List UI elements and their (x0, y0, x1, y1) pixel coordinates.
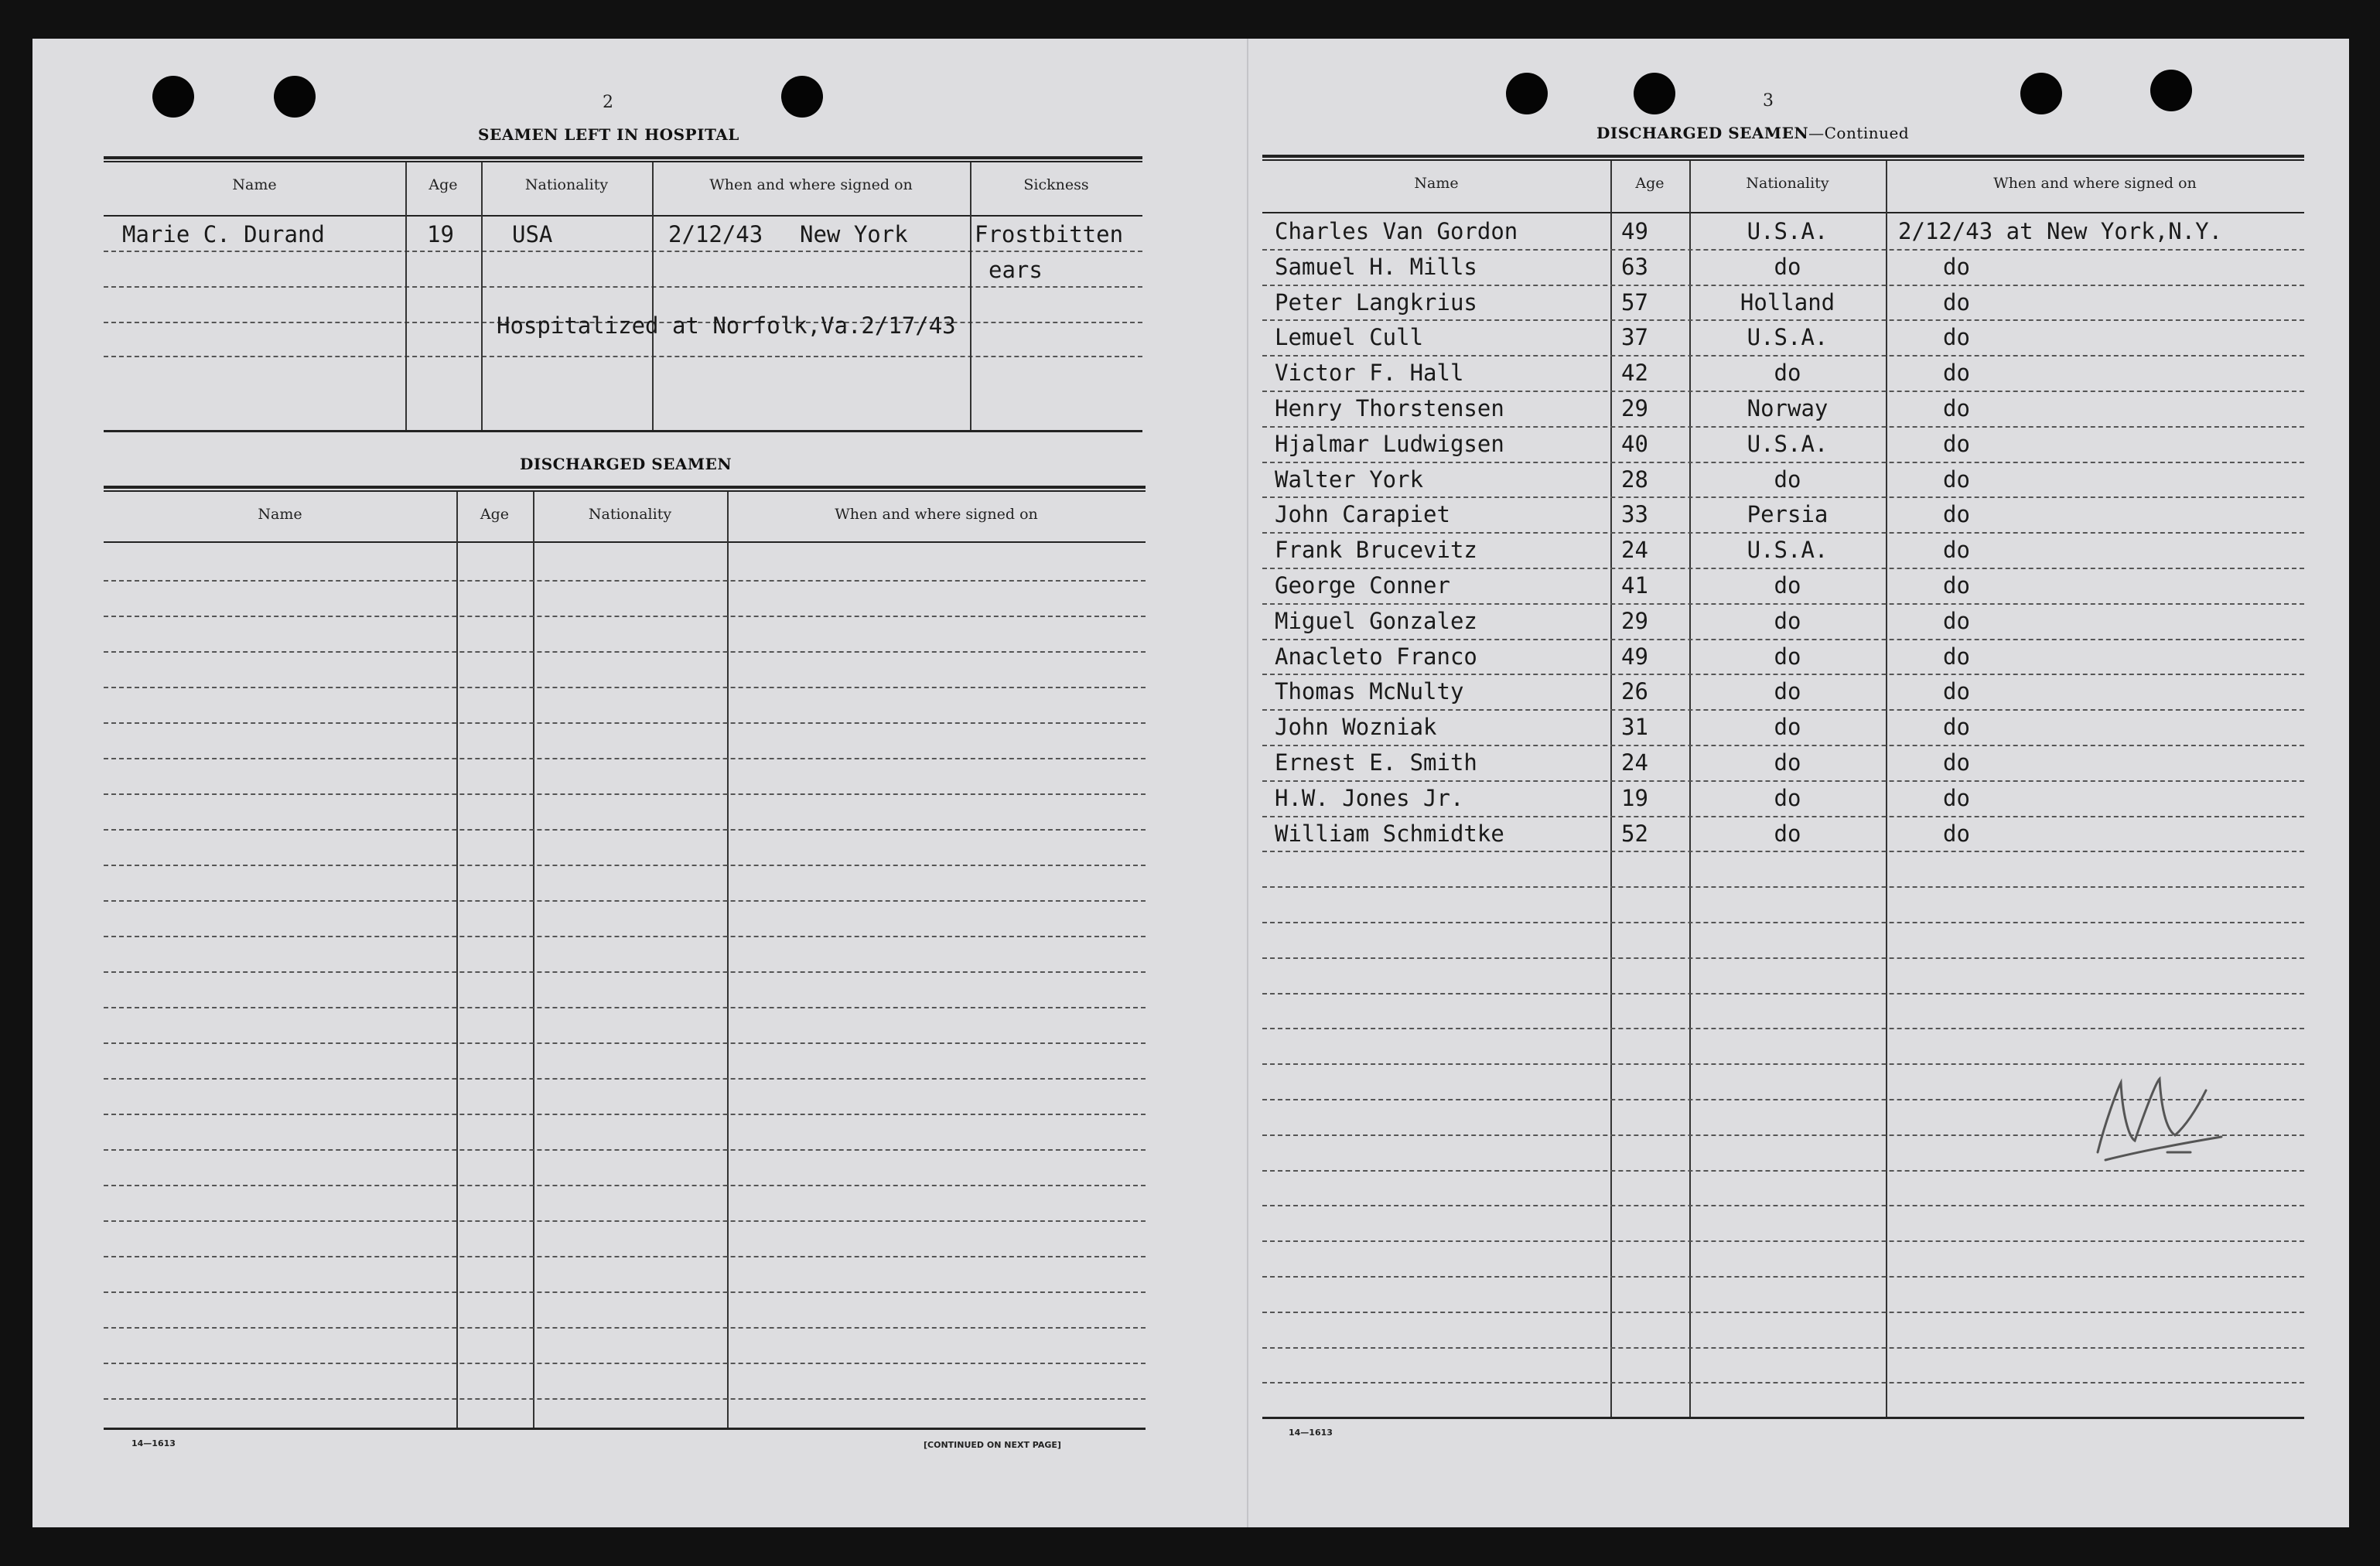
crew-name: H.W. Jones Jr. (1275, 785, 1464, 811)
column-header-age: Age (429, 176, 458, 193)
column-header-sickness: Sickness (1023, 176, 1089, 193)
crew-age: 29 (1621, 608, 1648, 634)
crew-name: Anacleto Franco (1275, 643, 1477, 670)
table-row-line (104, 1363, 1146, 1364)
table-row-line (1262, 674, 2304, 675)
hospital-sickness-cont: ears (989, 257, 1043, 283)
crew-signed-on: do (1943, 643, 1970, 670)
hospital-name: Marie C. Durand (122, 221, 325, 247)
table-row-line (1262, 709, 2304, 711)
table-row-line (104, 580, 1146, 582)
crew-nationality: do (1774, 572, 1801, 599)
table-row-line (1262, 355, 2304, 357)
crew-name: Lemuel Cull (1275, 324, 1424, 350)
form-number: 14—1613 (1289, 1428, 1333, 1438)
column-header-signed-on: When and where signed on (1993, 175, 2197, 192)
column-header-name: Name (258, 506, 302, 523)
crew-signed-on: do (1943, 501, 1970, 527)
table-row-line (104, 758, 1146, 759)
handwritten-initials-mark (2074, 1036, 2237, 1191)
table-row-line (1262, 851, 2304, 852)
table-row-line (1262, 1382, 2304, 1383)
punch-hole (781, 76, 823, 118)
punch-hole (1634, 73, 1675, 114)
table-row-line (1262, 249, 2304, 251)
crew-nationality: do (1774, 785, 1801, 811)
column-header-name: Name (232, 176, 277, 193)
crew-name: George Conner (1275, 572, 1450, 599)
crew-age: 63 (1621, 254, 1648, 280)
document-page (32, 39, 2349, 1527)
column-header-age: Age (1635, 175, 1665, 192)
crew-signed-on: 2/12/43 at New York,N.Y. (1898, 218, 2223, 244)
crew-nationality: do (1774, 466, 1801, 493)
crew-name: John Wozniak (1275, 714, 1437, 740)
punch-hole (2020, 73, 2062, 114)
table-row-line (104, 900, 1146, 902)
crew-age: 24 (1621, 537, 1648, 563)
hospital-date: 2/12/43 (668, 221, 763, 247)
crew-signed-on: do (1943, 254, 1970, 280)
crew-age: 41 (1621, 572, 1648, 599)
table-row-line (1262, 1028, 2304, 1029)
table-row-line (1262, 886, 2304, 888)
table-row-line (1262, 1347, 2304, 1349)
hospital-note: Hospitalized at Norfolk,Va.2/17/43 (497, 312, 956, 339)
punch-hole (2150, 70, 2192, 111)
crew-name: Frank Brucevitz (1275, 537, 1477, 563)
title-continued: —Continued (1808, 124, 1910, 142)
page-number: 2 (603, 93, 613, 112)
table-row-line (1262, 391, 2304, 392)
crew-signed-on: do (1943, 749, 1970, 776)
crew-nationality: do (1774, 821, 1801, 847)
crew-name: William Schmidtke (1275, 821, 1504, 847)
crew-name: Hjalmar Ludwigsen (1275, 431, 1504, 457)
table-row-line (104, 936, 1146, 937)
table-row-line (104, 1007, 1146, 1008)
table-row-line (104, 616, 1146, 617)
hospital-age: 19 (427, 221, 454, 247)
crew-name: Charles Van Gordon (1275, 218, 1518, 244)
table-row-line (1262, 957, 2304, 959)
table-row-line (1262, 1240, 2304, 1242)
crew-nationality: U.S.A. (1747, 218, 1829, 244)
section-title-discharged-continued (1596, 124, 1909, 142)
column-header-nationality: Nationality (1746, 175, 1829, 192)
page-number: 3 (1763, 91, 1774, 111)
crew-nationality: do (1774, 643, 1801, 670)
crew-name: Miguel Gonzalez (1275, 608, 1477, 634)
table-row-line (1262, 639, 2304, 640)
section-title-discharged: DISCHARGED SEAMEN (520, 455, 732, 473)
table-row-line (104, 1185, 1146, 1186)
table-row-line (1262, 1205, 2304, 1206)
table-row-line (104, 651, 1146, 653)
title-main: DISCHARGED SEAMEN (1596, 124, 1809, 142)
table-row-line (1262, 285, 2304, 286)
table-row-line (1262, 1276, 2304, 1278)
crew-signed-on: do (1943, 678, 1970, 705)
crew-signed-on: do (1943, 821, 1970, 847)
crew-age: 24 (1621, 749, 1648, 776)
table-row-line (104, 1042, 1146, 1044)
hospital-sickness: Frostbitten (975, 221, 1124, 247)
crew-age: 29 (1621, 395, 1648, 421)
crew-nationality: U.S.A. (1747, 431, 1829, 457)
crew-age: 49 (1621, 643, 1648, 670)
crew-age: 31 (1621, 714, 1648, 740)
crew-name: Henry Thorstensen (1275, 395, 1504, 421)
table-row-line (1262, 462, 2304, 463)
form-number: 14—1613 (131, 1438, 176, 1448)
crew-nationality: do (1774, 678, 1801, 705)
crew-signed-on: do (1943, 395, 1970, 421)
table-row-line (104, 829, 1146, 831)
hospital-nationality: USA (512, 221, 553, 247)
crew-nationality: do (1774, 749, 1801, 776)
table-row-line (104, 1149, 1146, 1151)
hospital-place: New York (800, 221, 908, 247)
crew-age: 40 (1621, 431, 1648, 457)
table-row-line (104, 793, 1146, 795)
crew-nationality: Holland (1740, 289, 1835, 316)
section-title-hospital: SEAMEN LEFT IN HOSPITAL (478, 125, 739, 144)
column-header-nationality: Nationality (588, 506, 672, 523)
crew-nationality: U.S.A. (1747, 324, 1829, 350)
table-row-line (104, 1220, 1146, 1222)
column-header-signed-on: When and where signed on (835, 506, 1038, 523)
punch-hole (152, 76, 194, 118)
table-row-line (104, 1398, 1146, 1400)
table-row-line (104, 722, 1146, 724)
crew-signed-on: do (1943, 714, 1970, 740)
crew-age: 57 (1621, 289, 1648, 316)
crew-signed-on: do (1943, 289, 1970, 316)
column-header-age: Age (480, 506, 510, 523)
crew-name: Thomas McNulty (1275, 678, 1464, 705)
table-row-line (1262, 496, 2304, 498)
crew-signed-on: do (1943, 785, 1970, 811)
table-row-line (1262, 532, 2304, 534)
table-row-line (104, 687, 1146, 688)
crew-nationality: do (1774, 254, 1801, 280)
crew-age: 42 (1621, 360, 1648, 386)
crew-name: Walter York (1275, 466, 1424, 493)
column-header-nationality: Nationality (524, 176, 609, 193)
crew-signed-on: do (1943, 537, 1970, 563)
crew-nationality: Norway (1747, 395, 1829, 421)
column-header-signed-on: When and where signed on (709, 176, 913, 193)
table-row-line (104, 865, 1146, 866)
page-fold (1247, 39, 1248, 1527)
table-row-line (1262, 816, 2304, 817)
crew-signed-on: do (1943, 572, 1970, 599)
column-header-name: Name (1414, 175, 1459, 192)
table-row-line (1262, 745, 2304, 746)
table-row-line (104, 1114, 1146, 1115)
crew-name: Victor F. Hall (1275, 360, 1464, 386)
table-row-line (1262, 426, 2304, 428)
crew-name: Samuel H. Mills (1275, 254, 1477, 280)
table-row-line (104, 1256, 1146, 1257)
crew-signed-on: do (1943, 324, 1970, 350)
table-row-line (104, 971, 1146, 973)
crew-nationality: do (1774, 714, 1801, 740)
crew-signed-on: do (1943, 431, 1970, 457)
crew-age: 52 (1621, 821, 1648, 847)
crew-nationality: do (1774, 608, 1801, 634)
table-row-line (1262, 993, 2304, 995)
crew-age: 28 (1621, 466, 1648, 493)
continued-note: [CONTINUED ON NEXT PAGE] (924, 1440, 1061, 1450)
table-row-line (1262, 1312, 2304, 1313)
crew-age: 49 (1621, 218, 1648, 244)
table-row-line (1262, 319, 2304, 321)
table-row-line (1262, 603, 2304, 605)
crew-age: 19 (1621, 785, 1648, 811)
punch-hole (1506, 73, 1548, 114)
crew-signed-on: do (1943, 608, 1970, 634)
crew-signed-on: do (1943, 360, 1970, 386)
crew-name: John Carapiet (1275, 501, 1450, 527)
table-row-line (104, 1291, 1146, 1293)
table-row-line (104, 1327, 1146, 1329)
crew-name: Ernest E. Smith (1275, 749, 1477, 776)
table-row-line (1262, 780, 2304, 782)
crew-signed-on: do (1943, 466, 1970, 493)
table-row-line (104, 1078, 1146, 1080)
crew-age: 37 (1621, 324, 1648, 350)
crew-nationality: U.S.A. (1747, 537, 1829, 563)
crew-nationality: do (1774, 360, 1801, 386)
crew-age: 33 (1621, 501, 1648, 527)
crew-age: 26 (1621, 678, 1648, 705)
table-row-line (1262, 568, 2304, 569)
punch-hole (274, 76, 316, 118)
crew-name: Peter Langkrius (1275, 289, 1477, 316)
crew-nationality: Persia (1747, 501, 1829, 527)
table-row-line (1262, 922, 2304, 923)
